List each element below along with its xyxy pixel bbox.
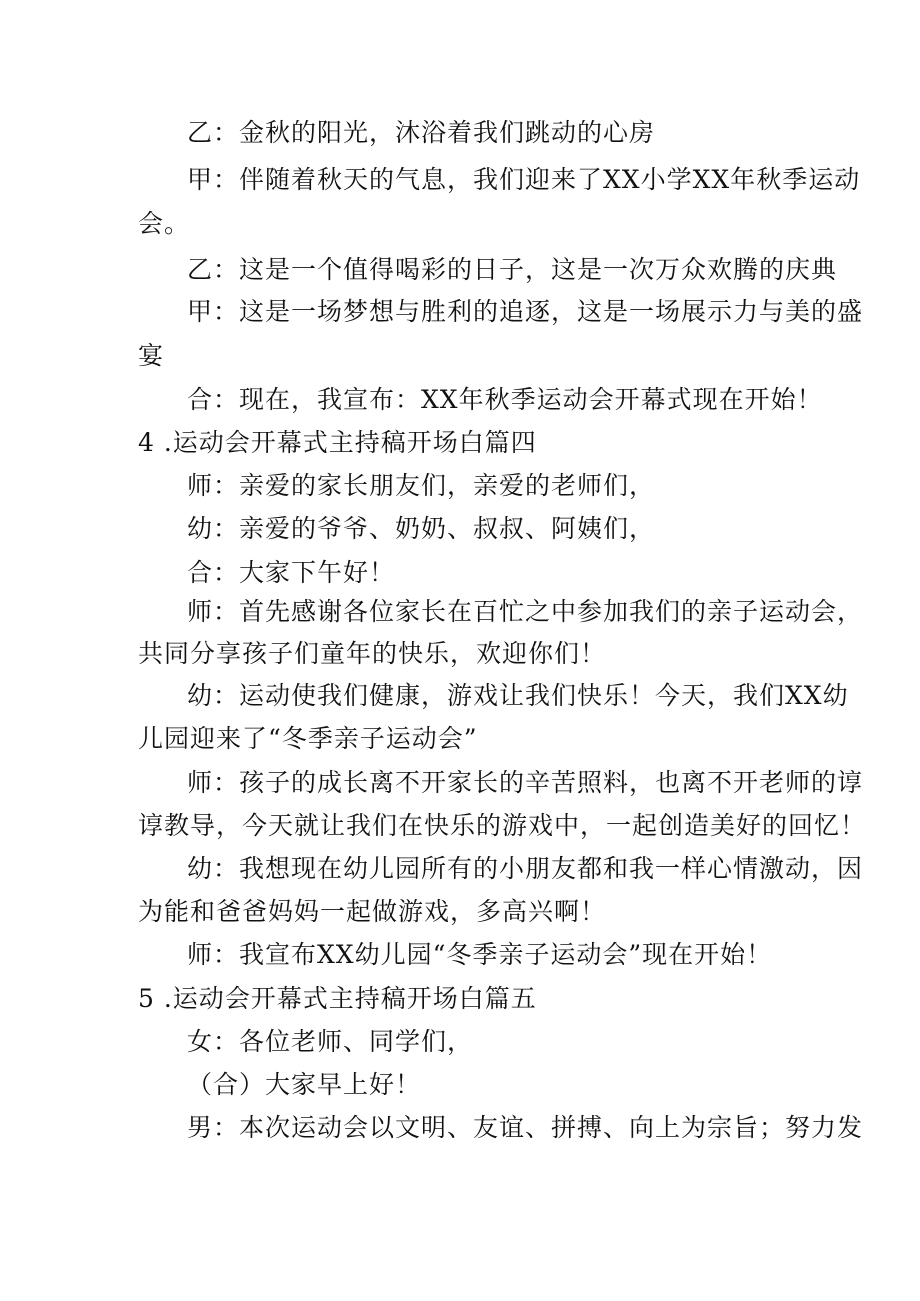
dialogue-line: 幼：运动使我们健康，游戏让我们快乐！今天，我们XX幼 <box>187 681 849 710</box>
dialogue-line: 合：现在，我宣布：XX年秋季运动会开幕式现在开始！ <box>187 385 823 414</box>
dialogue-line-continuation: 共同分享孩子们童年的快乐，欢迎你们！ <box>138 639 607 668</box>
dialogue-line-continuation: 儿园迎来了“冬季亲子运动会” <box>138 724 478 753</box>
dialogue-line: 乙：这是一个值得喝彩的日子，这是一次万众欢腾的庆典 <box>187 255 838 284</box>
dialogue-line: 甲：伴随着秋天的气息，我们迎来了XX小学XX年秋季运动 <box>187 165 861 194</box>
dialogue-line: 幼：我想现在幼儿园所有的小朋友都和我一样心情激动，因 <box>187 854 864 883</box>
dialogue-line: 幼：亲爱的爷爷、奶奶、叔叔、阿姨们， <box>187 514 656 543</box>
dialogue-line: 男：本次运动会以文明、友谊、拼搏、向上为宗旨；努力发 <box>187 1113 864 1142</box>
dialogue-line: 师：我宣布XX幼儿园“冬季亲子运动会”现在开始！ <box>187 940 773 969</box>
section-heading: 4 .运动会开幕式主持稿开场白篇四 <box>138 428 537 457</box>
dialogue-line-continuation: 谆教导，今天就让我们在快乐的游戏中，一起创造美好的回忆！ <box>138 811 867 840</box>
dialogue-line-continuation: 会。 <box>138 209 191 238</box>
dialogue-line: 甲：这是一场梦想与胜利的追逐，这是一场展示力与美的盛 <box>187 297 864 326</box>
dialogue-line: 合：大家下午好！ <box>187 558 396 587</box>
dialogue-line: 师：亲爱的家长朋友们，亲爱的老师们， <box>187 471 656 500</box>
dialogue-line: （合）大家早上好！ <box>187 1070 422 1099</box>
dialogue-line: 师：孩子的成长离不开家长的辛苦照料，也离不开老师的谆 <box>187 768 864 797</box>
dialogue-line: 师：首先感谢各位家长在百忙之中参加我们的亲子运动会， <box>187 597 864 626</box>
dialogue-line: 女：各位老师、同学们， <box>187 1027 474 1056</box>
dialogue-line-continuation: 为能和爸爸妈妈一起做游戏，多高兴啊！ <box>138 897 607 926</box>
section-heading: 5 .运动会开幕式主持稿开场白篇五 <box>138 984 537 1013</box>
dialogue-line: 乙：金秋的阳光，沐浴着我们跳动的心房 <box>187 118 656 147</box>
dialogue-line-continuation: 宴 <box>138 341 165 370</box>
